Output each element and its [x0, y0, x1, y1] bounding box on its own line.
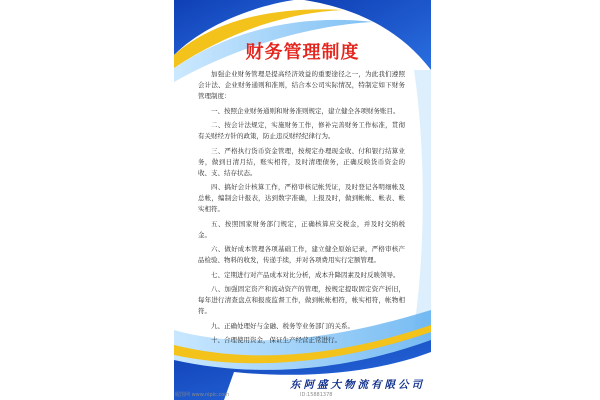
- regulation-body: [198, 69, 405, 350]
- rule-item: 三、严格执行货币资金管理，按规定办理现金收、付和银行结算业务，做到日清月结，账实相符，及时清理债务，正确反映货币资金的收、支、结存状态。: [198, 146, 405, 177]
- rule-item: 一、按照企业财务通则和财务准则规定，建立健全各项财务账目。: [211, 106, 400, 115]
- rule-item: 九、正确处理好与金融、税务等业务部门的关系。: [211, 321, 354, 330]
- watermark-site: 昵图网 www.nipic.com: [175, 392, 230, 398]
- right-light-strip: [412, 70, 431, 340]
- rule-item: 四、搞好会计核算工作，严格审核记帐凭证，及时登记各明细帐及总帐，编制会计报表，达到数字准确，上报及时，做到帐帐、帐表、帐实相符。: [198, 183, 405, 213]
- rule-item: 七、定期进行对产品成本对比分析，成本升降因素及时反映领导。: [211, 270, 400, 279]
- poster-title: 财务管理制度: [245, 42, 360, 63]
- rule-item: 六、做好成本管理各项基础工作，建立健全原始记录，严格审核产品检验、物料的收发，传递手续，并对各项费用实行定额管理。: [198, 245, 405, 264]
- watermark-id: ID:15881378: [300, 392, 333, 398]
- rule-item: 八、加强固定资产和流动资产的管理，按规定提取固定资产折旧，每年进行清查盘点和报废监督工作，做到帐帐相符，帐实相符，帐物相符。: [198, 285, 405, 315]
- poster: [174, 0, 431, 400]
- rule-item: 五、按照国家财务部门规定，正确核算应交税金，并及时交纳税金。: [198, 219, 405, 239]
- rule-item: 二、按会计法规定，实施财务工作，修补完善财务工作标准，贯彻有关财经方针的政策，防止违反财经纪律行为。: [198, 121, 405, 140]
- company-name: 东阿盛大物流有限公司: [290, 379, 425, 391]
- rule-item: 十、合理使用资金，保证生产经营正常进行。: [211, 336, 341, 344]
- intro-paragraph: 加强企业财务管理是提高经济效益的重要途径之一，为此我们遵照会计法、企业财务通则和准则，结合本公司实际情况，特制定如下财务管理制度：: [198, 70, 405, 100]
